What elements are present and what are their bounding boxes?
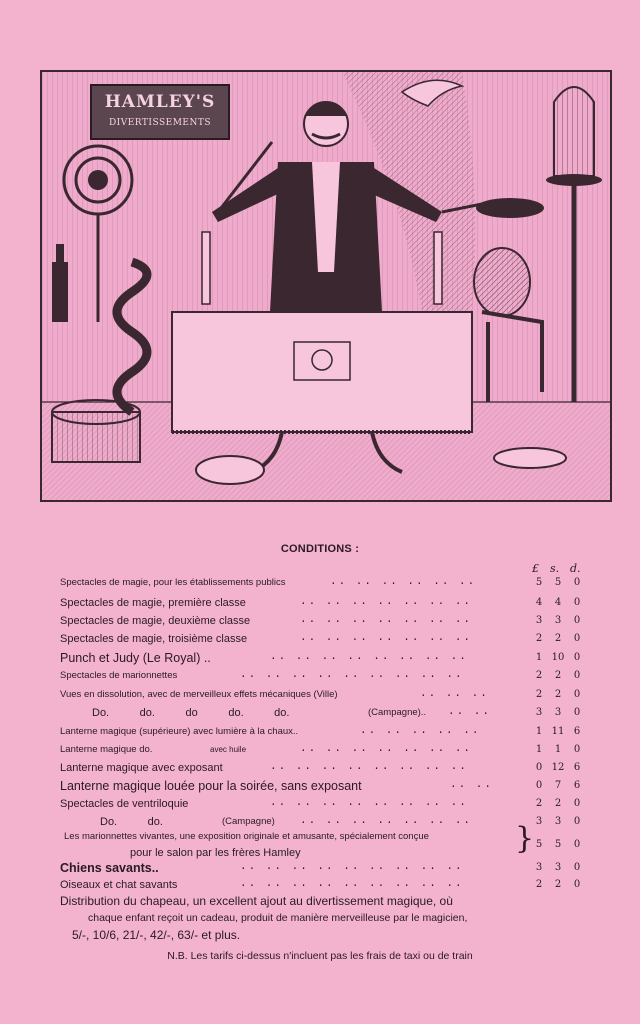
row-label: Spectacles de magie, pour les établissements publics [60, 577, 286, 588]
price-pence: 0 [573, 615, 581, 626]
row-label: Spectacles de magie, troisième classe [60, 633, 248, 645]
leader-dots: .. .. .. .. .. .. .. [300, 815, 473, 827]
leader-dots: .. .. .. .. .. .. .. [300, 596, 473, 608]
row-label: Spectacles de magie, deuxième classe [60, 615, 251, 627]
price-pounds: 1 [535, 726, 543, 737]
row-label: Do. do. do do. do. [92, 707, 290, 719]
leader-dots: .. .. .. .. .. .. .. .. .. [240, 861, 464, 873]
price-pounds: 2 [535, 798, 543, 809]
price-pence: 0 [573, 816, 581, 827]
price-pence: 0 [573, 652, 581, 663]
sign-subtitle: DIVERTISSEMENTS [108, 118, 212, 128]
price-row [0, 651, 640, 669]
price-shillings: 5 [554, 577, 562, 588]
conditions-heading: CONDITIONS : [280, 543, 360, 555]
leader-dots: .. .. .. .. .. [360, 725, 481, 737]
leader-dots: .. .. .. .. .. .. .. .. .. [240, 878, 464, 890]
price-pounds: 2 [535, 879, 543, 890]
leader-dots: .. .. .. .. .. .. .. .. [270, 651, 468, 663]
price-pounds: 0 [535, 762, 543, 773]
price-pounds: 0 [535, 780, 543, 791]
footnote: N.B. Les tarifs ci-dessus n'incluent pas les frais de taxi ou de train [167, 950, 473, 962]
price-shillings: 3 [554, 816, 562, 827]
price-row [0, 797, 640, 815]
price-pence: 0 [573, 707, 581, 718]
price-shillings: 11 [551, 726, 565, 737]
price-pence: 0 [573, 862, 581, 873]
row-label: Lanterne magique louée pour la soirée, sans exposant [60, 779, 362, 793]
row-label: Oiseaux et chat savants [60, 879, 178, 891]
price-shillings: 10 [551, 652, 565, 663]
price-pence: 6 [573, 726, 581, 737]
price-pounds: 1 [535, 652, 543, 663]
price-pounds: 2 [535, 670, 543, 681]
price-row [0, 725, 640, 743]
row-label: Do. do. [100, 816, 163, 828]
price-row [0, 706, 640, 724]
row-label: Punch et Judy (Le Royal) .. [60, 651, 211, 665]
price-row [0, 688, 640, 706]
leader-dots: .. .. .. .. .. .. .. .. [270, 797, 468, 809]
price-pence: 0 [573, 670, 581, 681]
leader-dots: .. .. .. [420, 688, 489, 700]
currency-pence: d. [570, 562, 581, 575]
price-pence: 0 [573, 839, 581, 850]
price-row [0, 779, 640, 797]
price-pounds: 2 [535, 689, 543, 700]
hat-line-3: 5/-, 10/6, 21/-, 42/-, 63/- et plus. [72, 928, 241, 942]
price-row [0, 614, 640, 632]
price-pounds: 5 [535, 577, 543, 588]
row-label: Spectacles de magie, première classe [60, 597, 246, 609]
price-row [0, 743, 640, 761]
price-pounds: 1 [535, 744, 543, 755]
row-label: Spectacles de ventriloquie [60, 798, 189, 810]
price-shillings: 3 [554, 862, 562, 873]
price-shillings: 2 [554, 798, 562, 809]
price-pence: 0 [573, 879, 581, 890]
row-label: Lanterne magique do. [60, 744, 153, 755]
leader-dots: .. .. .. .. .. .. .. [300, 632, 473, 644]
price-shillings: 2 [554, 670, 562, 681]
price-shillings: 7 [554, 780, 562, 791]
price-pounds: 3 [535, 862, 543, 873]
price-pounds: 5 [535, 839, 543, 850]
price-row [0, 761, 640, 779]
price-pence: 6 [573, 780, 581, 791]
price-shillings: 12 [551, 762, 565, 773]
price-shillings: 2 [554, 633, 562, 644]
price-shillings: 2 [554, 689, 562, 700]
leader-dots: .. .. .. .. .. .. [330, 576, 477, 588]
right-brace: } [515, 821, 535, 856]
price-shillings: 4 [554, 597, 562, 608]
price-pounds: 3 [535, 707, 543, 718]
row-note: (Campagne) [222, 816, 275, 827]
row-label: Les marionnettes vivantes, une exposition originale et amusante, spécialement conçue [64, 831, 429, 842]
row-note: avec huile [210, 745, 247, 754]
price-pounds: 2 [535, 633, 543, 644]
price-row [0, 596, 640, 614]
row-label: Lanterne magique (supérieure) avec lumière à la chaux.. [60, 726, 299, 737]
price-pounds: 4 [535, 597, 543, 608]
price-shillings: 1 [554, 744, 562, 755]
price-shillings: 3 [554, 615, 562, 626]
sign-title: HAMLEY'S [104, 92, 216, 112]
price-shillings: 5 [554, 839, 562, 850]
price-pence: 0 [573, 633, 581, 644]
price-pence: 6 [573, 762, 581, 773]
price-shillings: 3 [554, 707, 562, 718]
row-label: Spectacles de marionnettes [60, 670, 178, 681]
row-label: Chiens savants.. [60, 861, 159, 875]
price-pounds: 3 [535, 615, 543, 626]
price-pence: 0 [573, 577, 581, 588]
currency-shillings: s. [550, 562, 560, 575]
price-pence: 0 [573, 744, 581, 755]
leader-dots: .. .. .. .. .. .. .. .. .. [240, 669, 464, 681]
leader-dots: .. .. [448, 706, 492, 718]
row-label: Lanterne magique avec exposant [60, 762, 223, 774]
hamleys-sign [90, 84, 230, 140]
leader-dots: .. .. .. .. .. .. .. [300, 614, 473, 626]
row-note: (Campagne).. [368, 707, 427, 718]
hat-line-1: Distribution du chapeau, un excellent ajout au divertissement magique, où [60, 894, 453, 908]
price-pence: 0 [573, 597, 581, 608]
price-row [0, 669, 640, 687]
leader-dots: .. .. .. .. .. .. .. .. [270, 761, 468, 773]
hat-line-2: chaque enfant reçoit un cadeau, produit de manière merveilleuse par le magicien, [88, 912, 468, 924]
row-label-continued: pour le salon par les frères Hamley [130, 847, 301, 859]
leader-dots: .. .. [450, 779, 494, 791]
price-pence: 0 [573, 798, 581, 809]
price-row [0, 576, 640, 594]
row-label: Vues en dissolution, avec de merveilleux effets mécaniques (Ville) [60, 689, 338, 700]
price-shillings: 2 [554, 879, 562, 890]
price-pounds: 3 [535, 816, 543, 827]
leader-dots: .. .. .. .. .. .. .. [300, 743, 473, 755]
currency-pounds: £ [532, 562, 539, 575]
engraving-illustration [40, 70, 612, 502]
price-pence: 0 [573, 689, 581, 700]
price-row [0, 632, 640, 650]
price-row [0, 861, 640, 879]
